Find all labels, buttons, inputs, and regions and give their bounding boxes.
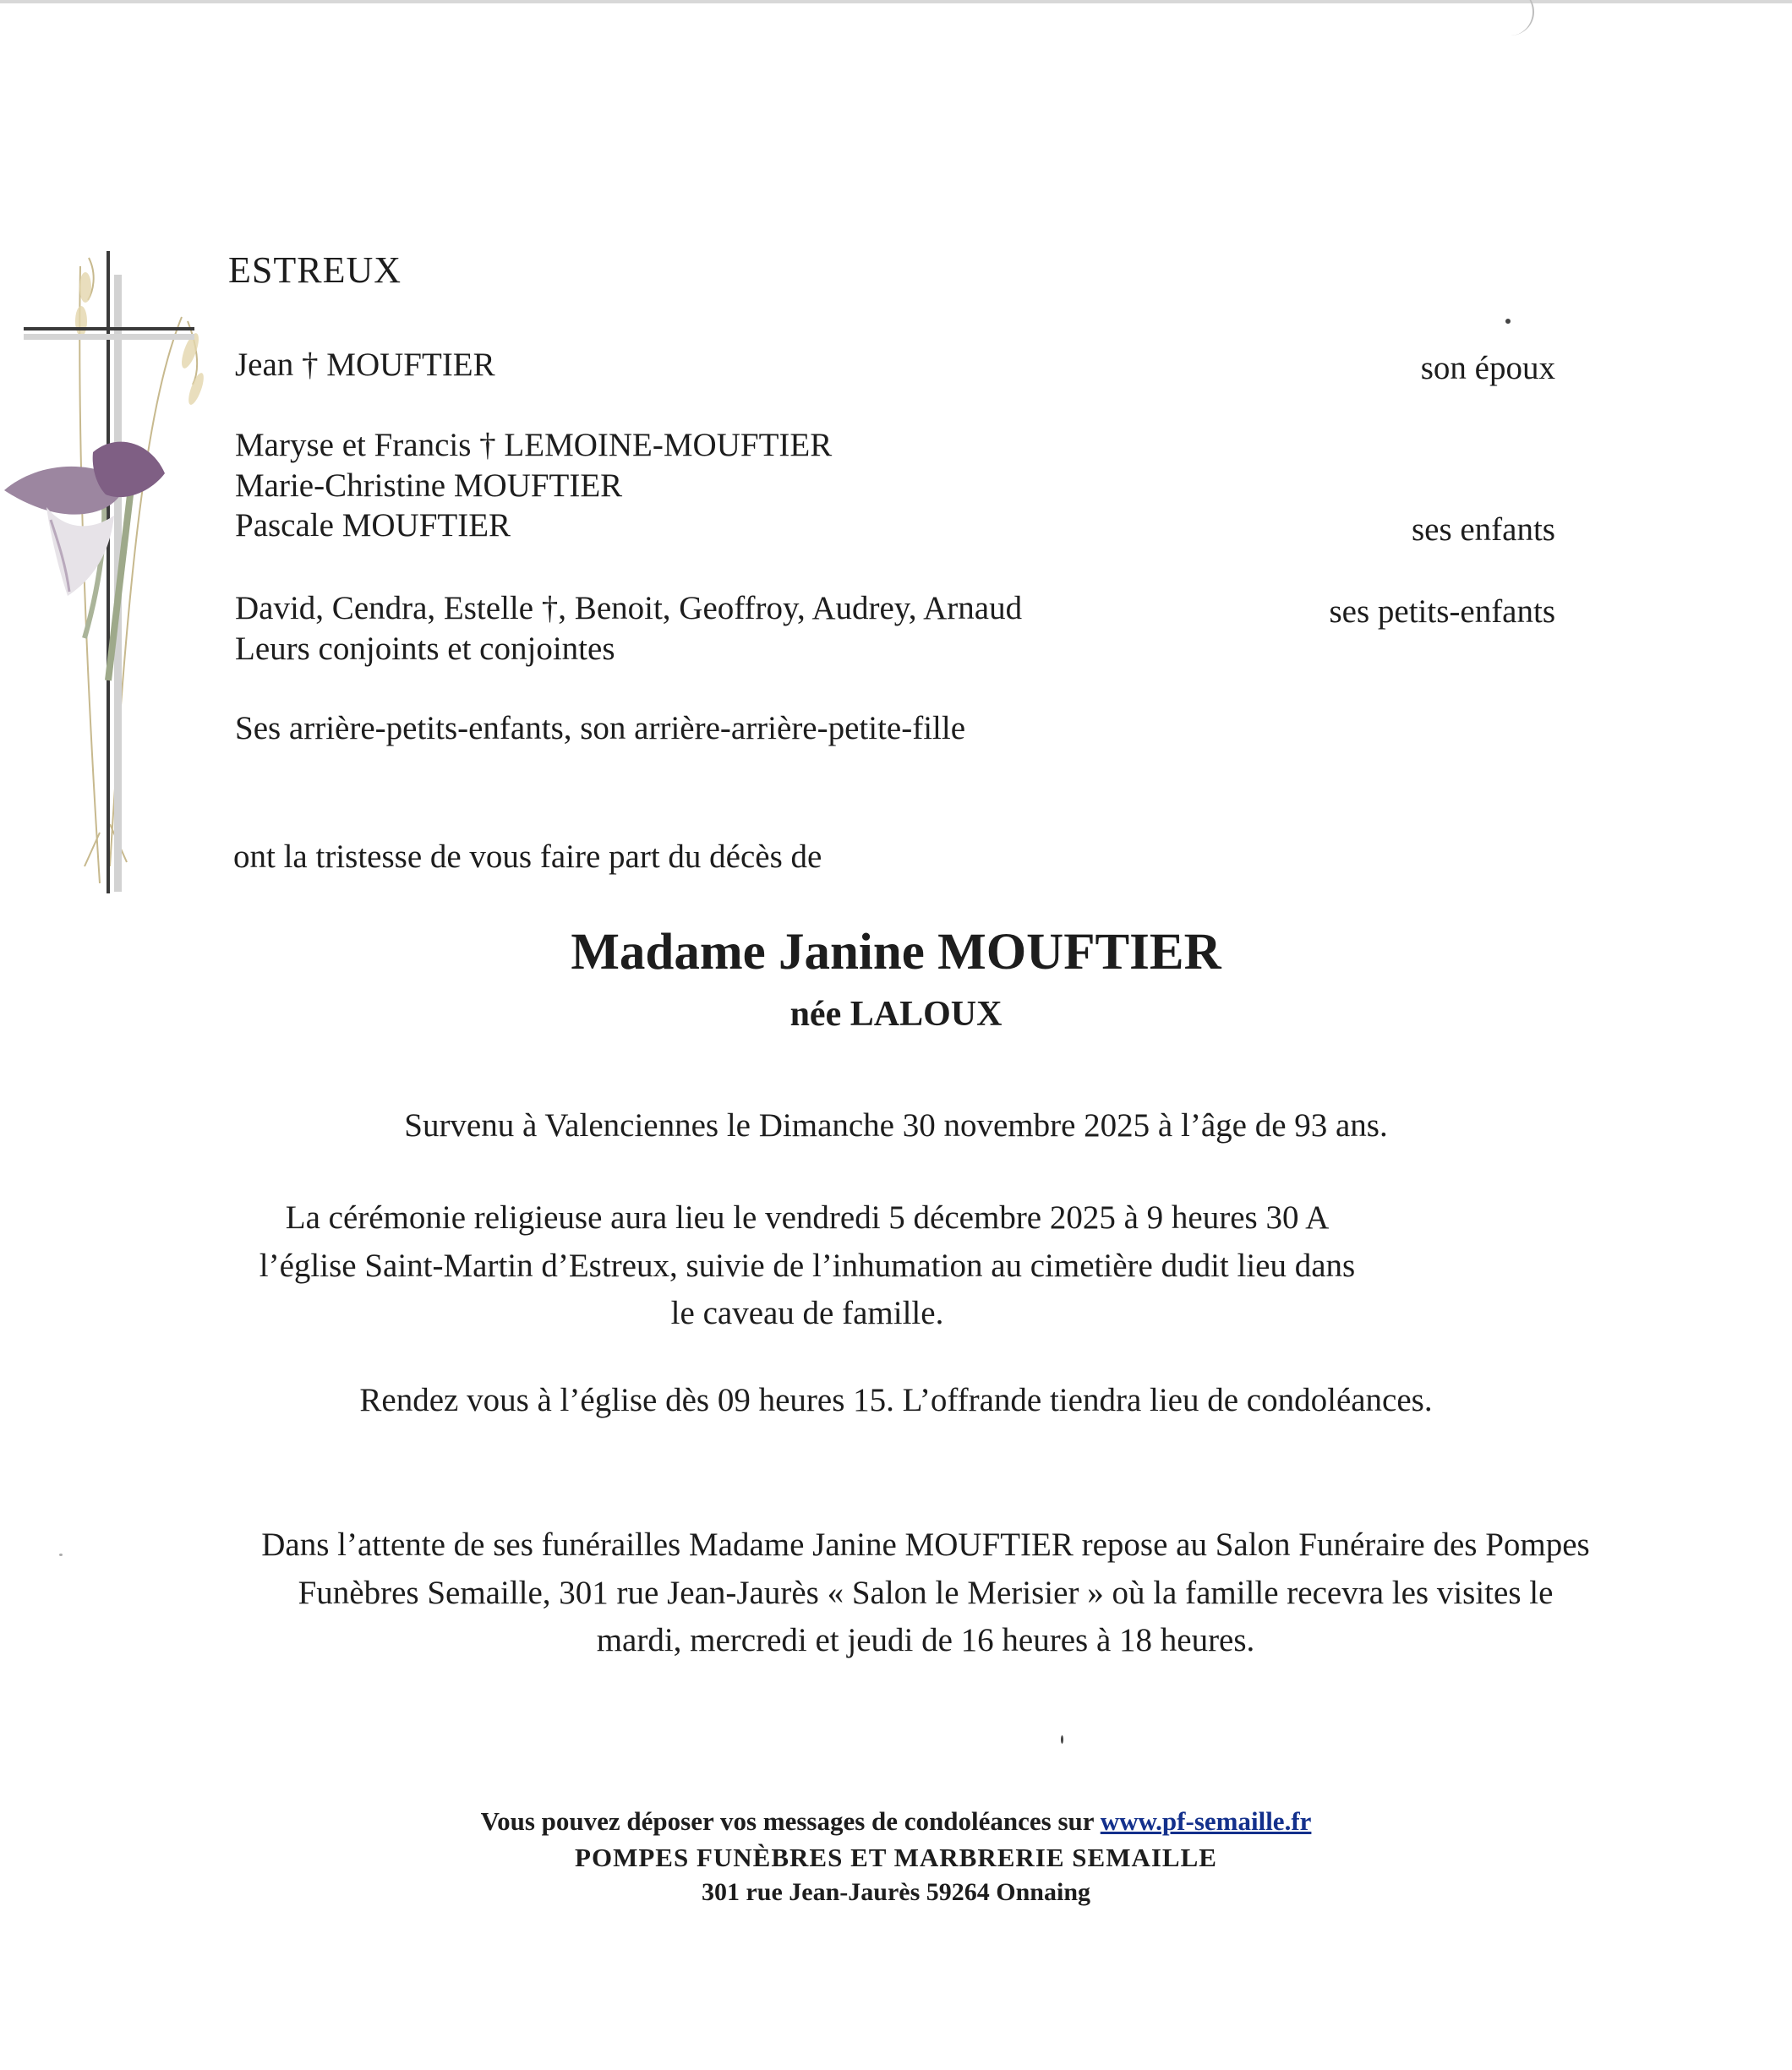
footer-condolences xyxy=(0,1806,1792,1837)
funeral-salon-paragraph: Dans l’attente de ses funérailles Madame Janine MOUFTIER repose au Salon Funéraire des Pompes Funèbres Semaille, 301 rue Jean-Jaurès « Salon le Merisier » où la famille recevra les visites le mardi, mercredi et jeudi de 16 heures à 18 heures. xyxy=(261,1527,1590,1659)
family-grandchildren-list: David, Cendra, Estelle †, Benoit, Geoffroy, Audrey, Arnaud xyxy=(235,590,1023,626)
footer-condolences-text: Vous pouvez déposer vos messages de condoléances sur xyxy=(480,1806,1094,1836)
cross-lily-decoration xyxy=(0,241,228,900)
family-husband-relation: son époux xyxy=(1420,350,1555,386)
family-great-grandchildren: Ses arrière-petits-enfants, son arrière-arrière-petite-fille xyxy=(235,710,966,746)
family-husband-name: Jean † MOUFTIER xyxy=(235,347,495,383)
death-date-paragraph: Survenu à Valenciennes le Dimanche 30 novembre 2025 à l’âge de 93 ans. xyxy=(404,1107,1388,1144)
calla-lily-icon xyxy=(4,442,165,680)
ceremony-paragraph: La cérémonie religieuse aura lieu le vendredi 5 décembre 2025 à 9 heures 30 A l’église Saint-Martin d’Estreux, suivie de l’inhumation au cimetière dudit lieu dans le caveau de famille. xyxy=(259,1199,1356,1332)
cross-icon xyxy=(24,251,194,893)
family-child-2: Marie-Christine MOUFTIER xyxy=(235,467,623,504)
announcement-intro: ont la tristesse de vous faire part du décès de xyxy=(233,838,822,875)
town-heading: ESTREUX xyxy=(228,249,402,291)
family-grandchildren-spouses: Leurs conjoints et conjointes xyxy=(235,630,615,667)
family-child-3: Pascale MOUFTIER xyxy=(235,507,511,544)
deceased-name: Madame Janine MOUFTIER xyxy=(571,924,1221,980)
family-child-1: Maryse et Francis † LEMOINE-MOUFTIER xyxy=(235,427,833,463)
family-grandchildren-names xyxy=(235,588,1022,669)
scan-speck xyxy=(59,1554,63,1556)
condolence-website-link[interactable]: www.pf-semaille.fr xyxy=(1100,1806,1312,1836)
footer-address: 301 rue Jean-Jaurès 59264 Onnaing xyxy=(701,1878,1091,1906)
scan-artifact xyxy=(1509,0,1534,36)
footer-company-name: POMPES FUNÈBRES ET MARBRERIE SEMAILLE xyxy=(575,1843,1217,1872)
scan-speck xyxy=(1061,1735,1063,1744)
deceased-birth-name: née LALOUX xyxy=(789,995,1003,1034)
family-children-names xyxy=(235,425,832,546)
family-grandchildren-relation: ses petits-enfants xyxy=(1329,593,1555,630)
meeting-paragraph: Rendez vous à l’église dès 09 heures 15. L’offrande tiendra lieu de condoléances. xyxy=(359,1382,1433,1418)
family-children-relation: ses enfants xyxy=(1411,511,1555,548)
scan-speck xyxy=(1505,319,1511,324)
